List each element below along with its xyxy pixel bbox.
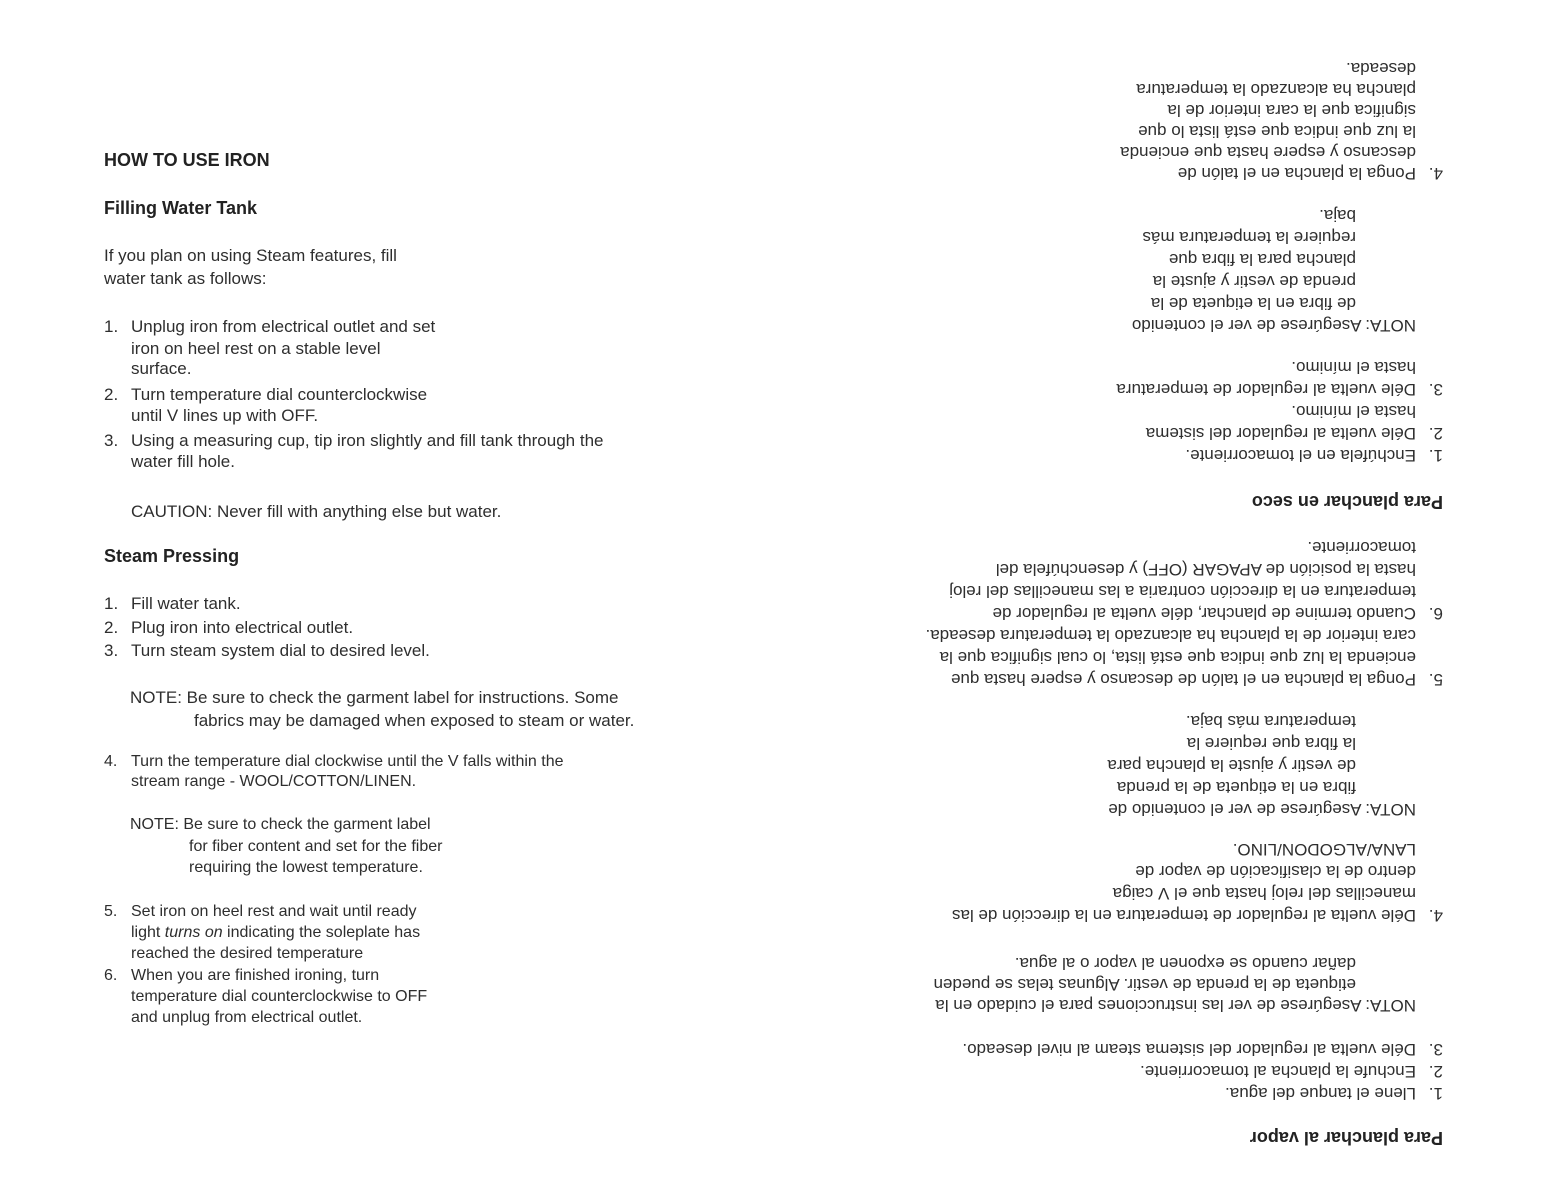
steam-heading: Steam Pressing <box>104 546 240 566</box>
spanish-rotated-content: Para planchar al vapor 1. Llene el tanque del agua. 2. Enchufe la plancha al tomacorriente. 3. Déle vuelta al regulador del sistema steam al nivel deseado. NOTA: Asegúrese de ver las instrucciones para el cuidado en la etiqueta de la prenda de vestir. Algunas telas se pueden dañar cuando se exponen al vapor o al agua. 4. Déle vuelta al regulador de temperatura en la dirección de las manecillas del reloj hasta que el V caiga dentro de la clasificación de vapor de LANA/ALGODON/LINO. NOTA: Asegúrese de ver el contenido de fibra en la etiqueta de la prenda de vestir y ajuste la plancha para la fibra que requiere la temperatura más baja. 5. Ponga la plancha en el talón de descanso y espere hasta que encienda la luz que indica que está lista, lo cual significa que la cara interior de la plancha ha alcanzado la temperatura deseada. 6. Cuando termine de planchar, déle vuelta al regulador de temperatura en la dirección contraria a las manecillas del reloj hasta la posición de APAGAR (OFF) y desenchúfela del tomacorriente. Para planchar en seco 1. Enchúfela en el tomacorriente. 2. Déle vuelta al regulador del sistema hasta el mínimo. 3. Déle vuelta al regulador de temperatura hasta el mínimo. NOTA: Asegúrese de ver el contenido de fibra en la etiqueta de la prenda de vestir y ajuste la plancha para la fibra que requiere la temperatura más baja. 4. Ponga la plancha en el talón de descanso y espere hasta que encienda la luz que indica que está lista lo que significa que la cara interior de la plancha ha alcanzado la temperatura deseada. <box>925 59 1443 1148</box>
seco-heading: Para planchar en seco <box>1251 492 1443 512</box>
english-page: HOW TO USE IRON Filling Water Tank If you plan on using Steam features, fill water tank as follows: 1. Unplug iron from electrical outlet and set iron on heel rest on a stable level surface. 2. Turn temperature dial counterclockwise until V lines up with OFF. 3. Using a measuring cup, tip iron slightly and fill tank through the water fill hole. CAUTION: Never fill with anything else but water. Steam Pressing 1. Fill water tank. 2. Plug iron into electrical outlet. 3. Turn steam system dial to desired level. NOTE: Be sure to check the garment label for instructions. Some fabrics may be damaged when exposed to steam or water. 4. Turn the temperature dial clockwise until the V falls within the stream range - WOOL/COTTON/LINEN. NOTE: Be sure to check the garment label for fiber content and set for the fiber requiring the lowest temperature. 5. Set iron on heel rest and wait until ready light turns on indicating the soleplate has reached the desired temperature 6. When you are finished ironing, turn temperature dial counterclockwise to OFF and unplug from electrical outlet. <box>104 150 635 1026</box>
spanish-page <box>774 0 1548 1188</box>
steam-note-1: NOTE: Be sure to check the garment label for instructions. Some <box>130 688 619 707</box>
filling-intro-1: If you plan on using Steam features, fill <box>104 246 397 265</box>
filling-intro-2: water tank as follows: <box>104 269 267 288</box>
vapor-heading: Para planchar al vapor <box>1249 1128 1443 1148</box>
page-title: HOW TO USE IRON <box>104 150 270 170</box>
caution-text: CAUTION: Never fill with anything else but water. <box>131 502 502 521</box>
steam-note-1-line2: fabrics may be damaged when exposed to steam or water. <box>194 711 635 730</box>
filling-heading: Filling Water Tank <box>104 198 258 218</box>
